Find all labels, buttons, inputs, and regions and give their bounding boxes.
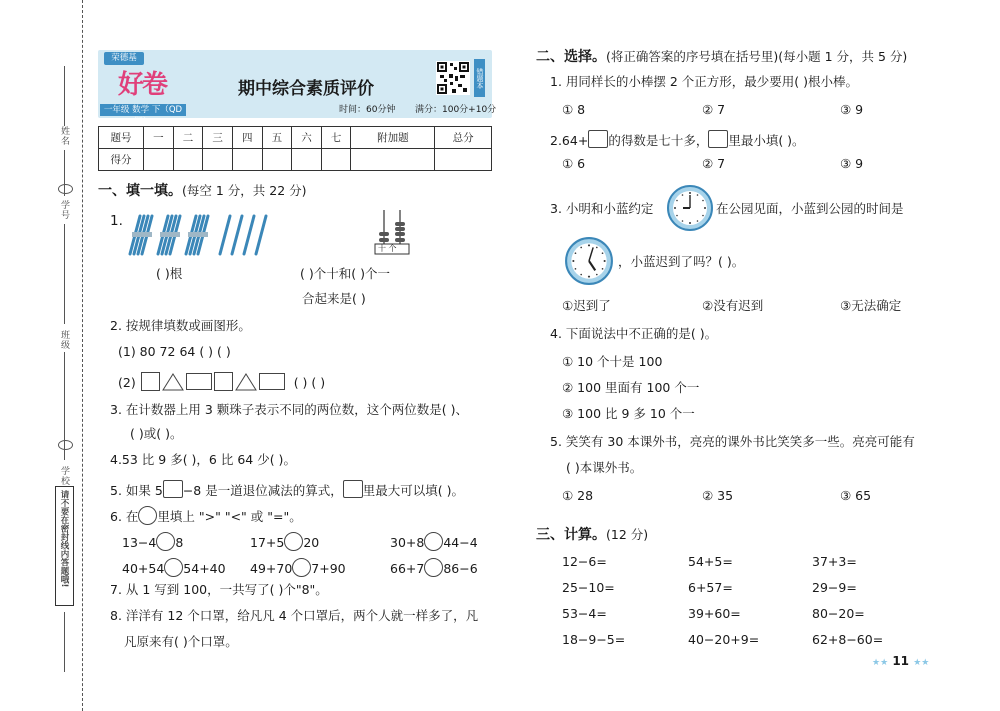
- table-header-cell: 七: [321, 127, 351, 149]
- calc-item[interactable]: 80−20=: [812, 606, 865, 621]
- table-row: [99, 127, 492, 149]
- score-cell[interactable]: [144, 149, 174, 171]
- q1-answer-b: ( )个十和( )个一: [300, 266, 390, 281]
- choice-option[interactable]: ③ 100 比 9 多 10 个一: [562, 406, 695, 421]
- score-table: [98, 126, 492, 171]
- score-cell[interactable]: [232, 149, 262, 171]
- table-header-cell: 一: [144, 127, 174, 149]
- seal-dashed-line: [82, 0, 83, 711]
- seal-warning-text: 请不要在密封线内答题哦!: [59, 490, 69, 588]
- star-icon: ★★: [872, 658, 889, 668]
- table-row: [99, 149, 492, 171]
- compare-circle[interactable]: [284, 532, 303, 551]
- q1-answer-c: 合起来是( ): [302, 291, 366, 306]
- calc-item[interactable]: 25−10=: [562, 580, 615, 595]
- student-id-label: 学号: [59, 200, 69, 220]
- table-header-cell: 题号: [99, 127, 144, 149]
- question-3-line-2: ( )或( )。: [130, 426, 183, 441]
- score-cell[interactable]: [203, 149, 233, 171]
- choice-option[interactable]: ③ 9: [840, 156, 864, 171]
- compare-circle[interactable]: [292, 558, 311, 577]
- compare-item: 66+7 86−6: [390, 558, 478, 577]
- triangle-shape: [235, 373, 257, 391]
- choice-option[interactable]: ② 100 里面有 100 个一: [562, 380, 700, 395]
- section-2-title: 二、选择。(将正确答案的序号填在括号里)(每小题 1 分，共 5 分): [536, 49, 908, 65]
- score-cell[interactable]: [435, 149, 492, 171]
- blank-box[interactable]: [588, 130, 608, 148]
- calc-item[interactable]: 39+60=: [688, 606, 741, 621]
- rectangle-shape: [259, 373, 285, 390]
- choice-5-line-1: 5. 笑笑有 30 本课外书，亮亮的课外书比笑笑多一些。亮亮可能有: [550, 434, 915, 449]
- score-cell[interactable]: [173, 149, 203, 171]
- compare-circle[interactable]: [424, 532, 443, 551]
- table-header-cell: 附加题: [351, 127, 435, 149]
- blank-box[interactable]: [163, 480, 183, 498]
- choice-option[interactable]: ①迟到了: [562, 298, 611, 313]
- table-header-cell: 三: [203, 127, 233, 149]
- section-1-title: 一、填一填。(每空 1 分，共 22 分): [98, 183, 307, 199]
- seal-warning-box: [55, 486, 74, 606]
- score-cell[interactable]: [321, 149, 351, 171]
- calc-item[interactable]: 12−6=: [562, 554, 607, 569]
- binding-strip: [0, 0, 84, 711]
- choice-2: 2.64+ 的得数是七十多， 里最小填( )。: [550, 130, 805, 149]
- triangle-shape: [162, 373, 184, 391]
- blank-box[interactable]: [343, 480, 363, 498]
- table-header-cell: 六: [292, 127, 322, 149]
- choice-option[interactable]: ① 8: [562, 102, 586, 117]
- choice-4: 4. 下面说法中不正确的是( )。: [550, 326, 718, 341]
- calc-item[interactable]: 53−4=: [562, 606, 607, 621]
- compare-circle[interactable]: [164, 558, 183, 577]
- question-2-1: (1) 80 72 64 ( ) ( ): [118, 344, 231, 359]
- question-5: 5. 如果 5 −8 是一道退位减法的算式， 里最大可以填( )。: [110, 480, 464, 499]
- star-icon: ★★: [913, 658, 930, 668]
- calc-item[interactable]: 6+57=: [688, 580, 733, 595]
- qr-tag: 错题本: [474, 59, 485, 97]
- table-header-cell: 总分: [435, 127, 492, 149]
- table-header-cell: 四: [232, 127, 262, 149]
- choice-option[interactable]: ②没有迟到: [702, 298, 764, 313]
- square-shape: [141, 372, 160, 391]
- question-number: 1.: [110, 213, 123, 229]
- question-3-line-1: 3. 在计数器上用 3 颗珠子表示不同的两位数，这个两位数是( )、: [110, 402, 469, 417]
- qr-code-icon: [436, 61, 470, 95]
- question-8-line-1: 8. 洋洋有 12 个口罩，给凡凡 4 个口罩后，两个人就一样多了，凡: [110, 608, 479, 623]
- section-3-title: 三、计算。(12 分): [536, 527, 649, 543]
- exam-title: 期中综合素质评价: [238, 79, 374, 99]
- choice-option[interactable]: ③ 9: [840, 102, 864, 117]
- question-2-2: (2) ( ) ( ): [118, 372, 325, 391]
- compare-circle[interactable]: [138, 506, 157, 525]
- calc-item[interactable]: 54+5=: [688, 554, 733, 569]
- full-score: 满分：100分+10分: [415, 105, 497, 115]
- rectangle-shape: [186, 373, 212, 390]
- compare-circle[interactable]: [424, 558, 443, 577]
- name-label: 姓名: [59, 126, 69, 146]
- calc-item[interactable]: 40−20+9=: [688, 632, 760, 647]
- compare-item: 30+8 44−4: [390, 532, 478, 551]
- table-header-cell: 五: [262, 127, 292, 149]
- calc-item[interactable]: 37+3=: [812, 554, 857, 569]
- clock-icon-appointment: [666, 184, 714, 232]
- choice-3-line-2: ，小蓝迟到了吗？( )。: [618, 254, 745, 269]
- abacus-label: 十 个: [378, 244, 397, 253]
- compare-item: 40+54 54+40: [122, 558, 226, 577]
- choice-3-line-1: 3. 小明和小蓝约定: [550, 201, 654, 216]
- table-header-cell: 二: [173, 127, 203, 149]
- grade-tag: 一年级 数学 下（QD版）: [100, 104, 186, 116]
- choice-option[interactable]: ② 7: [702, 102, 726, 117]
- exam-time: 时间：60分钟: [339, 105, 396, 115]
- calc-item[interactable]: 62+8−60=: [812, 632, 884, 647]
- choice-option[interactable]: ② 7: [702, 156, 726, 171]
- compare-item: 17+5 20: [250, 532, 319, 551]
- choice-option[interactable]: ② 35: [702, 488, 734, 503]
- choice-option[interactable]: ① 28: [562, 488, 594, 503]
- compare-item: 49+70 7+90: [250, 558, 346, 577]
- choice-option[interactable]: ③无法确定: [840, 298, 902, 313]
- blank-box[interactable]: [708, 130, 728, 148]
- q1-answer-a: ( )根: [156, 266, 183, 281]
- score-cell[interactable]: [351, 149, 435, 171]
- score-cell[interactable]: [262, 149, 292, 171]
- calc-item[interactable]: 18−9−5=: [562, 632, 626, 647]
- square-shape: [214, 372, 233, 391]
- stick-bundles-icon: [124, 212, 284, 258]
- page-number: ★★ 11 ★★: [872, 654, 930, 668]
- class-label: 班级: [59, 330, 69, 350]
- question-4: 4.53 比 9 多( )，6 比 64 少( )。: [110, 452, 296, 467]
- calc-item[interactable]: 29−9=: [812, 580, 857, 595]
- question-6: 6. 在 里填上 ">" "<" 或 "="。: [110, 506, 302, 525]
- table-label-cell: 得分: [99, 149, 144, 171]
- choice-option[interactable]: ① 10 个十是 100: [562, 354, 663, 369]
- choice-1: 1. 用同样长的小棒摆 2 个正方形，最少要用( )根小棒。: [550, 74, 859, 89]
- brand-logo: 好卷: [118, 70, 167, 100]
- choice-5-line-2: ( )本课外书。: [566, 460, 643, 475]
- question-8-line-2: 凡原来有( )个口罩。: [124, 634, 238, 649]
- compare-item: 13−4 8: [122, 532, 183, 551]
- choice-option[interactable]: ① 6: [562, 156, 586, 171]
- choice-option[interactable]: ③ 65: [840, 488, 872, 503]
- question-2: 2. 按规律填数或画图形。: [110, 318, 251, 333]
- question-7: 7. 从 1 写到 100，一共写了( )个"8"。: [110, 582, 328, 597]
- choice-3-line-1b: 在公园见面，小蓝到公园的时间是: [716, 201, 904, 216]
- score-cell[interactable]: [292, 149, 322, 171]
- compare-circle[interactable]: [156, 532, 175, 551]
- clock-icon-arrival: [564, 236, 614, 286]
- brand-tag: 荣德基: [104, 52, 144, 65]
- school-label: 学校: [59, 466, 69, 486]
